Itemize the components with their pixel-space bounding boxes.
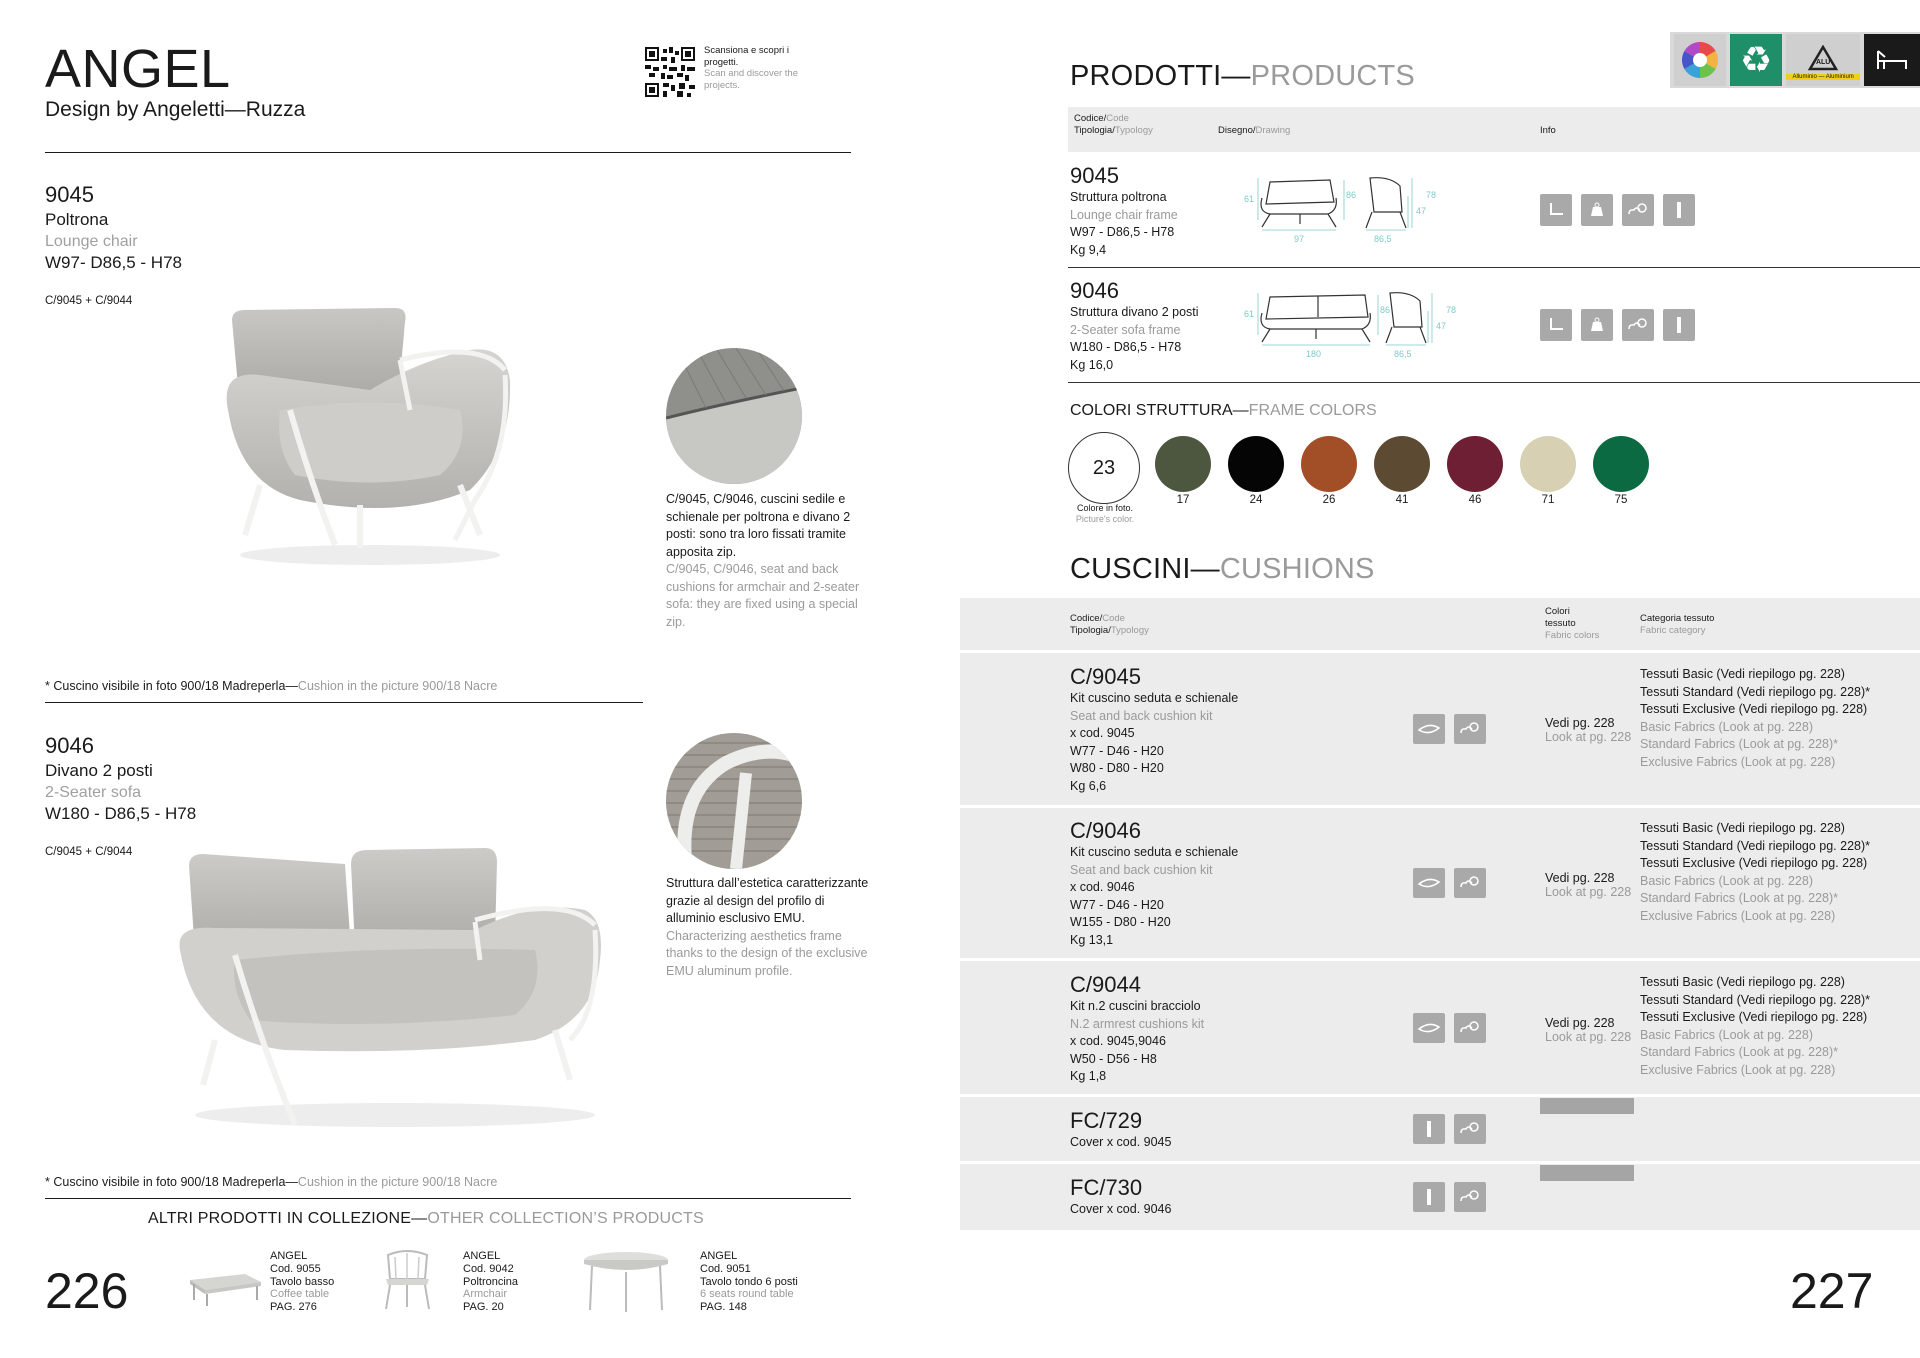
other-product-code: Cod. 9042 [463, 1262, 514, 1275]
product-code: 9045 [45, 182, 94, 207]
aluminium-recycle-icon [1786, 34, 1860, 86]
fabric-basic-en: Basic Fabrics (Look at pg. 228) [1640, 719, 1813, 734]
hdr-code-typology [1074, 113, 1153, 137]
picture-color-caption-en: Picture's color. [1075, 514, 1135, 524]
other-product-type-en: 6 seats round table [700, 1288, 794, 1301]
designer-credit: Design by Angeletti—Ruzza [45, 98, 306, 121]
alu-full-label: Alluminio — Aluminium [1786, 74, 1860, 80]
alu-label: ALU [1815, 58, 1831, 66]
product-cushion-ref: C/9045 + C/9044 [45, 295, 133, 307]
cushions-title-it: CUSCINI— [1070, 553, 1220, 585]
dim-h1: 61 [1244, 194, 1255, 204]
cover-icons [1413, 1114, 1486, 1144]
row-code: 9046 [1070, 278, 1119, 303]
cushion-icons [1413, 1013, 1486, 1043]
other-product-type-it: Tavolo tondo 6 posti [700, 1275, 798, 1288]
frame-colors-title [1070, 402, 1377, 420]
cushion-dim2: W80 - D80 - H20 [1070, 761, 1164, 775]
round-table-thumbnail[interactable] [582, 1250, 670, 1314]
fabric-colors-ref[interactable] [1545, 1016, 1631, 1044]
aluminum-profile-icon[interactable] [1413, 1114, 1445, 1144]
fabric-exclusive-en: Exclusive Fabrics (Look at pg. 228) [1640, 754, 1836, 769]
fabric-standard-it: Tessuti Standard (Vedi riepilogo pg. 228)* [1640, 992, 1871, 1007]
product-name-it: Divano 2 posti [45, 761, 153, 780]
picture-color-caption [1060, 503, 1150, 525]
swatch-code: 17 [1176, 494, 1190, 506]
cover-row-fc730 [1070, 1175, 1171, 1219]
other-product-2[interactable] [463, 1250, 518, 1314]
product-name-en: Lounge chair [45, 233, 138, 250]
divider [45, 152, 851, 153]
chdr-category-it: Categoria tessuto [1640, 613, 1715, 624]
vedi-en: Look at pg. 228 [1545, 730, 1632, 744]
other-product-name: ANGEL [700, 1250, 738, 1262]
collection-title: ANGEL [45, 39, 231, 99]
swatch-code: 71 [1541, 494, 1555, 506]
frame-color-swatch[interactable] [1374, 436, 1430, 506]
fabric-basic-it: Tessuti Basic (Vedi riepilogo pg. 228) [1640, 667, 1845, 681]
row-dims: W180 - D86,5 - H78 [1070, 340, 1182, 354]
cover-text: Cover x cod. 9045 [1070, 1135, 1172, 1149]
dim-w: 180 [1306, 349, 1322, 359]
cushion-code: C/9044 [1070, 972, 1141, 997]
vedi-it: Vedi pg. 228 [1545, 871, 1615, 885]
fabric-exclusive-it: Tessuti Exclusive (Vedi riepilogo pg. 228) [1640, 856, 1868, 870]
hdr-drawing [1218, 125, 1290, 137]
weather-resistant-icon[interactable] [1622, 309, 1654, 341]
qr-code-icon[interactable] [645, 47, 695, 97]
swatch-circle [1228, 436, 1284, 492]
fabric-standard-en: Standard Fabrics (Look at pg. 228)* [1640, 1045, 1839, 1059]
products-title-it: PRODOTTI— [1070, 60, 1251, 92]
fabric-exclusive-en: Exclusive Fabrics (Look at pg. 228) [1640, 908, 1836, 923]
note-a-it: C/9045, C/9046, cuscini sedile e schienale per poltrona e divano 2 posti: sono tra loro fissati tramite apposita zip. [666, 492, 851, 559]
furniture-icon [1864, 34, 1920, 86]
chair-seat-icon[interactable] [1540, 194, 1572, 226]
dim-h4: 47 [1436, 321, 1447, 331]
chdr-category-en: Fabric category [1640, 625, 1706, 636]
cushion-dim1: W77 - D46 - H20 [1070, 743, 1164, 758]
footnote-b-en: Cushion in the picture 900/18 Nacre [297, 1175, 498, 1189]
cushion-code: C/9046 [1070, 818, 1141, 843]
note-a-en: C/9045, C/9046, seat and back cushions for armchair and 2-seater sofa: they are fixed using a special zip. [666, 562, 860, 629]
frame-color-swatches [1155, 436, 1649, 506]
other-product-code: Cod. 9055 [270, 1262, 321, 1275]
other-product-page: PAG. 276 [270, 1301, 317, 1314]
other-product-name: ANGEL [463, 1250, 501, 1262]
chdr-fabric-colors [1545, 606, 1599, 642]
fabric-standard-it: Tessuti Standard (Vedi riepilogo pg. 228)* [1640, 684, 1871, 699]
qr-caption-en: Scan and discover the projects. [704, 68, 799, 91]
footnote-a [45, 679, 497, 693]
product-code: 9046 [45, 733, 94, 758]
fabric-colors-ref[interactable] [1545, 871, 1631, 899]
cushion-name-en: Seat and back cushion kit [1070, 862, 1213, 877]
feature-badges [1670, 32, 1920, 88]
cushion-weight: Kg 1,8 [1070, 1069, 1107, 1083]
aluminum-profile-icon[interactable] [1663, 194, 1695, 226]
cushion-for: x cod. 9045 [1070, 726, 1135, 740]
other-product-type-it: Poltroncina [463, 1275, 519, 1288]
fabric-basic-en: Basic Fabrics (Look at pg. 228) [1640, 1027, 1813, 1042]
sofa-drawing [1240, 287, 1480, 359]
vedi-it: Vedi pg. 228 [1545, 1016, 1615, 1030]
sofa-image [175, 840, 615, 1140]
fabric-category-list [1640, 974, 1870, 1079]
cover-color-bar [1540, 1098, 1634, 1114]
frame-note [666, 875, 876, 980]
cushion-row-c9044 [1070, 972, 1204, 1086]
chdr-colors-line2: tessuto [1545, 618, 1576, 629]
fabric-category-list [1640, 820, 1870, 925]
dim-w: 97 [1294, 234, 1305, 244]
lounge-chair-image [220, 300, 520, 580]
weather-resistant-icon[interactable] [1454, 1182, 1486, 1212]
row-weight: Kg 9,4 [1070, 242, 1107, 257]
cushion-for: x cod. 9046 [1070, 880, 1135, 894]
cover-icons [1413, 1182, 1486, 1212]
vedi-en: Look at pg. 228 [1545, 1030, 1632, 1044]
other-product-page: PAG. 20 [463, 1301, 504, 1314]
cushion-shape-icon[interactable] [1413, 868, 1445, 898]
swatch-code: 41 [1395, 494, 1409, 506]
weather-resistant-icon[interactable] [1454, 714, 1486, 744]
dim-h2: 86 [1380, 305, 1391, 315]
fabric-exclusive-en: Exclusive Fabrics (Look at pg. 228) [1640, 1062, 1836, 1077]
qr-caption-it: Scansiona e scopri i progetti. [704, 45, 790, 68]
fabric-standard-en: Standard Fabrics (Look at pg. 228)* [1640, 737, 1839, 751]
row-name-it: Struttura divano 2 posti [1070, 305, 1199, 319]
hdr-info: Info [1540, 125, 1556, 136]
cushion-name-it: Kit n.2 cuscini bracciolo [1070, 999, 1201, 1013]
swatch-picture-color[interactable]: 23 [1068, 432, 1140, 504]
aluminum-profile-icon[interactable] [1663, 309, 1695, 341]
cushion-dim2: W155 - D80 - H20 [1070, 915, 1171, 929]
footnote-a-it: * Cuscino visibile in foto 900/18 Madreperla— [45, 679, 298, 693]
aluminum-profile-icon[interactable] [1413, 1182, 1445, 1212]
qr-caption [704, 45, 824, 91]
swatch-circle [1447, 436, 1503, 492]
cushion-for: x cod. 9045,9046 [1070, 1034, 1166, 1048]
cushion-icons [1413, 714, 1486, 744]
hdr-typology-it: Tipologia/ [1074, 125, 1115, 136]
other-products-title-en: OTHER COLLECTION’S PRODUCTS [427, 1210, 704, 1227]
chdr-typology-it: Tipologia/ [1070, 625, 1111, 636]
frame-detail-photo [666, 733, 802, 869]
row-code: 9045 [1070, 163, 1119, 188]
cushion-shape-icon[interactable] [1413, 1013, 1445, 1043]
cushion-row-c9046 [1070, 818, 1238, 949]
product-cushion-ref: C/9045 + C/9044 [45, 846, 133, 858]
cushion-dim1: W50 - D56 - H8 [1070, 1051, 1157, 1066]
footnote-b [45, 1175, 497, 1189]
divider [45, 702, 643, 703]
weight-icon[interactable] [1581, 309, 1613, 341]
cushion-name-en: Seat and back cushion kit [1070, 708, 1213, 723]
hdr-drawing-en: Drawing [1255, 125, 1291, 136]
product-name-en: 2-Seater sofa [45, 784, 142, 801]
products-title [1070, 60, 1415, 93]
product-9046-info [45, 733, 196, 858]
other-product-type-en: Coffee table [270, 1288, 330, 1301]
swatch-circle [1155, 436, 1211, 492]
picture-color-caption-it: Colore in foto. [1076, 503, 1134, 513]
footnote-b-it: * Cuscino visibile in foto 900/18 Madreperla— [45, 1175, 298, 1189]
cushion-weight: Kg 6,6 [1070, 778, 1107, 793]
note-b-en: Characterizing aesthetics frame thanks to the design of the exclusive EMU aluminum profile. [666, 928, 868, 978]
swatch-code: 46 [1468, 494, 1482, 506]
fabric-exclusive-it: Tessuti Exclusive (Vedi riepilogo pg. 228) [1640, 702, 1868, 716]
fabric-exclusive-it: Tessuti Exclusive (Vedi riepilogo pg. 228) [1640, 1010, 1868, 1024]
row-dims: W97 - D86,5 - H78 [1070, 225, 1175, 239]
footnote-a-en: Cushion in the picture 900/18 Nacre [297, 679, 498, 693]
other-product-page: PAG. 148 [700, 1301, 747, 1314]
cushion-dim1: W77 - D46 - H20 [1070, 897, 1164, 912]
chdr-fabric-category [1640, 613, 1714, 637]
other-product-code: Cod. 9051 [700, 1262, 751, 1275]
other-products-title [148, 1210, 704, 1228]
row-name-it: Struttura poltrona [1070, 190, 1167, 204]
dim-h2: 86 [1346, 190, 1357, 200]
cushion-zip-note [666, 491, 876, 631]
divider [45, 1198, 851, 1199]
vedi-it: Vedi pg. 228 [1545, 716, 1615, 730]
dim-d: 86,5 [1394, 349, 1412, 359]
dim-h4: 47 [1416, 206, 1427, 216]
cover-row-fc729 [1070, 1108, 1171, 1152]
cushion-code: C/9045 [1070, 664, 1141, 689]
dim-h3: 78 [1426, 190, 1437, 200]
cushion-row-c9045 [1070, 664, 1238, 795]
cover-color-bar [1540, 1165, 1634, 1181]
note-b-it: Struttura dall’estetica caratterizzante grazie al design del profilo di alluminio esclusivo EMU. [666, 876, 869, 925]
chdr-typology-en: Typology [1110, 625, 1149, 636]
info-icons-9045 [1540, 194, 1695, 226]
product-dimensions: W97- D86,5 - H78 [45, 253, 182, 272]
swatch-code: 75 [1614, 494, 1628, 506]
row-name-en: 2-Seater sofa frame [1070, 322, 1181, 337]
cushion-icons [1413, 868, 1486, 898]
frame-color-swatch[interactable] [1593, 436, 1649, 506]
other-product-1[interactable] [270, 1250, 334, 1314]
cover-text: Cover x cod. 9046 [1070, 1202, 1172, 1216]
cover-code: FC/730 [1070, 1175, 1143, 1200]
product-dimensions: W180 - D86,5 - H78 [45, 804, 197, 823]
frame-color-swatch[interactable] [1301, 436, 1357, 506]
cushion-zip-detail-photo [666, 348, 802, 484]
frame-colors-title-en: FRAME COLORS [1248, 402, 1377, 419]
dim-h1: 61 [1244, 309, 1255, 319]
recycle-icon: ♻ [1730, 34, 1782, 86]
chdr-code-it: Codice/ [1070, 613, 1103, 624]
fabric-standard-en: Standard Fabrics (Look at pg. 228)* [1640, 891, 1839, 905]
hdr-code-it: Codice/ [1074, 113, 1107, 124]
hdr-drawing-it: Disegno/ [1218, 125, 1256, 136]
cushion-name-it: Kit cuscino seduta e schienale [1070, 691, 1239, 705]
armchair-thumbnail[interactable] [380, 1247, 435, 1312]
chdr-code-en: Code [1102, 613, 1125, 624]
frame-color-swatch[interactable] [1447, 436, 1503, 506]
chair-seat-icon[interactable] [1540, 309, 1572, 341]
hdr-typology-en: Typology [1114, 125, 1153, 136]
row-weight: Kg 16,0 [1070, 357, 1114, 372]
frame-color-swatch[interactable] [1520, 436, 1576, 506]
divider [1068, 267, 1920, 268]
product-row-9045 [1070, 163, 1178, 259]
product-name-it: Poltrona [45, 210, 109, 229]
dim-h3: 78 [1446, 305, 1457, 315]
swatch-code: 24 [1249, 494, 1263, 506]
swatch-circle [1593, 436, 1649, 492]
fabric-basic-it: Tessuti Basic (Vedi riepilogo pg. 228) [1640, 821, 1845, 835]
fabric-basic-en: Basic Fabrics (Look at pg. 228) [1640, 873, 1813, 888]
row-name-en: Lounge chair frame [1070, 207, 1178, 222]
swatch-circle [1374, 436, 1430, 492]
chdr-colors-en: Fabric colors [1545, 630, 1600, 641]
other-product-name: ANGEL [270, 1250, 308, 1262]
frame-color-swatch[interactable] [1228, 436, 1284, 506]
chdr-code-typology [1070, 613, 1149, 637]
fabric-colors-ref[interactable] [1545, 716, 1631, 744]
hdr-code-en: Code [1106, 113, 1129, 124]
other-product-3[interactable] [700, 1250, 798, 1314]
fabric-category-list [1640, 666, 1870, 771]
fabric-standard-it: Tessuti Standard (Vedi riepilogo pg. 228)* [1640, 838, 1871, 853]
weather-resistant-icon[interactable] [1622, 194, 1654, 226]
color-wheel-icon [1674, 34, 1726, 86]
other-product-type-it: Tavolo basso [270, 1275, 335, 1288]
weather-resistant-icon[interactable] [1454, 1013, 1486, 1043]
coffee-table-thumbnail[interactable] [185, 1268, 265, 1308]
other-product-type-en: Armchair [463, 1288, 508, 1301]
chdr-colors-line1: Colori [1545, 606, 1570, 617]
fabric-basic-it: Tessuti Basic (Vedi riepilogo pg. 228) [1640, 975, 1845, 989]
vedi-en: Look at pg. 228 [1545, 885, 1632, 899]
other-products-title-it: ALTRI PRODOTTI IN COLLEZIONE— [148, 1210, 428, 1227]
cushions-title [1070, 553, 1375, 586]
swatch-circle [1301, 436, 1357, 492]
cover-code: FC/729 [1070, 1108, 1143, 1133]
cushion-shape-icon[interactable] [1413, 714, 1445, 744]
lounge-chair-drawing [1240, 172, 1460, 244]
products-title-en: PRODUCTS [1250, 60, 1415, 92]
weather-resistant-icon[interactable] [1454, 868, 1486, 898]
weather-resistant-icon[interactable] [1454, 1114, 1486, 1144]
divider [1068, 382, 1920, 383]
products-table-header [1068, 107, 1920, 152]
frame-colors-title-it: COLORI STRUTTURA— [1070, 402, 1249, 419]
info-icons-9046 [1540, 309, 1695, 341]
swatch-code: 26 [1322, 494, 1336, 506]
cushion-name-it: Kit cuscino seduta e schienale [1070, 845, 1239, 859]
weight-icon[interactable] [1581, 194, 1613, 226]
product-row-9046 [1070, 278, 1199, 374]
frame-color-swatch[interactable] [1155, 436, 1211, 506]
swatch-circle [1520, 436, 1576, 492]
cushion-name-en: N.2 armrest cushions kit [1070, 1016, 1205, 1031]
dim-d: 86,5 [1374, 234, 1392, 244]
page-number-left: 226 [45, 1263, 129, 1319]
cushion-weight: Kg 13,1 [1070, 932, 1114, 947]
cushions-title-en: CUSHIONS [1219, 553, 1375, 585]
page-number-right: 227 [1790, 1263, 1874, 1319]
product-9045-info [45, 182, 182, 307]
